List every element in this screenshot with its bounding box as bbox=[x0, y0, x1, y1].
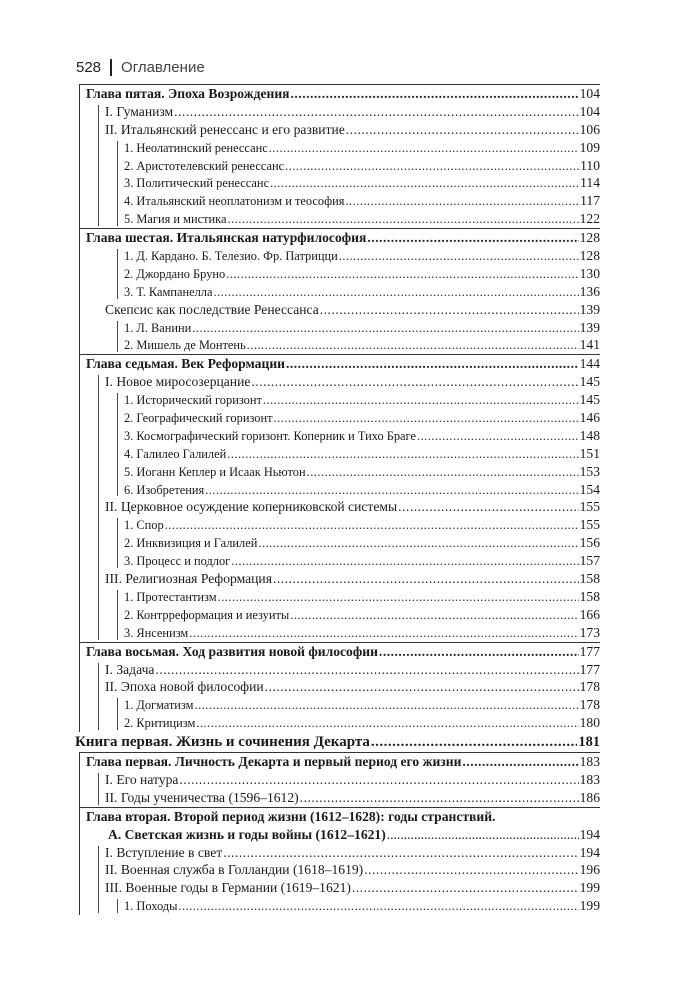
toc-subsection[interactable]: 5. Иоганн Кеплер и Исаак Ньютон ..... 153 bbox=[79, 463, 600, 481]
toc-subsection[interactable]: 1. Исторический горизонт ..... 145 bbox=[79, 391, 600, 409]
toc-subsection[interactable]: 2. Критицизм ..... 180 bbox=[79, 714, 600, 732]
toc-section[interactable]: III. Религиозная Реформация ..... 158 bbox=[79, 570, 600, 588]
subsection-group bbox=[79, 247, 600, 301]
header-title: Оглавление bbox=[121, 58, 205, 76]
toc-subsection[interactable]: 4. Итальянский неоплатонизм и теософия ..... 117 bbox=[79, 192, 600, 210]
toc-chapter-heading[interactable]: Глава седьмая. Век Реформации ..... 144 bbox=[79, 355, 600, 373]
page-number: 528 bbox=[76, 58, 102, 76]
section-group bbox=[79, 844, 600, 916]
toc-section[interactable]: I. Новое миросозерцание ..... 145 bbox=[79, 373, 600, 391]
toc-section[interactable]: I. Гуманизм ..... 104 bbox=[79, 103, 600, 121]
toc-subsection[interactable]: 3. Процесс и подлог ..... 157 bbox=[79, 552, 600, 570]
chapter-block bbox=[79, 354, 600, 641]
toc-subsection[interactable]: 1. Походы ..... 199 bbox=[79, 897, 600, 915]
toc-subsection[interactable]: 3. Т. Кампанелла ..... 136 bbox=[79, 283, 600, 301]
toc-subsection[interactable]: 1. Л. Ванини ..... 139 bbox=[79, 319, 600, 337]
toc-section[interactable]: I. Его натура ..... 183 bbox=[79, 771, 600, 789]
section-group bbox=[79, 103, 600, 228]
toc-subsection[interactable]: 4. Галилео Галилей ..... 151 bbox=[79, 445, 600, 463]
toc-chapter-heading[interactable]: Глава шестая. Итальянская натурфилософия ..... 128 bbox=[79, 229, 600, 247]
section-group bbox=[79, 373, 600, 641]
toc-subsection[interactable]: 2. Джордано Бруно ..... 130 bbox=[79, 265, 600, 283]
toc-subsection[interactable]: 1. Д. Кардано. Б. Телезио. Фр. Патрицци ..... 128 bbox=[79, 247, 600, 265]
toc-section[interactable]: Скепсис как последствие Ренессанса ..... 139 bbox=[79, 301, 600, 319]
subsection-group bbox=[79, 516, 600, 570]
chapter-block bbox=[79, 752, 600, 807]
toc-subsection[interactable]: 1. Протестантизм ..... 158 bbox=[79, 588, 600, 606]
toc-subsection[interactable]: 1. Догматизм ..... 178 bbox=[79, 696, 600, 714]
chapter-block bbox=[79, 642, 600, 732]
toc-chapter-heading[interactable]: Глава пятая. Эпоха Возрождения ..... 104 bbox=[79, 85, 600, 103]
toc-section[interactable]: I. Задача ..... 177 bbox=[79, 661, 600, 679]
chapter-block bbox=[79, 807, 600, 915]
toc-section[interactable]: II. Итальянский ренессанс и его развитие ..... 106 bbox=[79, 121, 600, 139]
table-of-contents bbox=[75, 84, 600, 915]
section-group bbox=[79, 771, 600, 807]
toc-section[interactable]: I. Вступление в свет ..... 194 bbox=[79, 844, 600, 862]
toc-subsection[interactable]: 2. Аристотелевский ренессанс ..... 110 bbox=[79, 157, 600, 175]
running-header bbox=[76, 56, 205, 78]
toc-subsection[interactable]: 3. Янсенизм ..... 173 bbox=[79, 624, 600, 642]
toc-section[interactable]: II. Эпоха новой философии ..... 178 bbox=[79, 678, 600, 696]
chapter-block bbox=[79, 84, 600, 228]
toc-chapter-heading[interactable]: Глава первая. Личность Декарта и первый период его жизни ..... 183 bbox=[79, 753, 600, 771]
toc-subsection[interactable]: 3. Политический ренессанс ..... 114 bbox=[79, 174, 600, 192]
toc-book-heading[interactable]: Книга первая. Жизнь и сочинения Декарта ..... 181 bbox=[75, 732, 600, 752]
toc-subsection[interactable]: 5. Магия и мистика ..... 122 bbox=[79, 210, 600, 228]
chapter-heading-line2: А. Светская жизнь и годы войны (1612–1621) ..... 194 bbox=[86, 826, 600, 844]
header-divider bbox=[110, 59, 112, 76]
book-block bbox=[75, 732, 600, 752]
toc-chapter-heading[interactable]: Глава восьмая. Ход развития новой философии ..... 177 bbox=[79, 643, 600, 661]
subsection-group bbox=[79, 319, 600, 355]
toc-chapter-heading-multiline[interactable] bbox=[79, 808, 600, 844]
section-group bbox=[79, 661, 600, 733]
toc-subsection[interactable]: 1. Спор ..... 155 bbox=[79, 516, 600, 534]
subsection-group bbox=[79, 588, 600, 642]
toc-section[interactable]: II. Военная служба в Голландии (1618–1619) ..... 196 bbox=[79, 861, 600, 879]
subsection-group bbox=[79, 391, 600, 498]
toc-subsection[interactable]: 2. Географический горизонт ..... 146 bbox=[79, 409, 600, 427]
subsection-group bbox=[79, 139, 600, 228]
toc-section[interactable]: II. Церковное осуждение коперниковской системы ..... 155 bbox=[79, 498, 600, 516]
toc-subsection[interactable]: 1. Неолатинский ренессанс ..... 109 bbox=[79, 139, 600, 157]
toc-subsection[interactable]: 6. Изобретения ..... 154 bbox=[79, 481, 600, 499]
subsection-group bbox=[79, 897, 600, 915]
chapter-block bbox=[79, 228, 600, 354]
toc-subsection[interactable]: 2. Инквизиция и Галилей ..... 156 bbox=[79, 534, 600, 552]
subsection-group bbox=[79, 696, 600, 732]
toc-subsection[interactable]: 2. Мишель де Монтень ..... 141 bbox=[79, 336, 600, 354]
toc-section[interactable]: III. Военные годы в Германии (1619–1621) ..... 199 bbox=[79, 879, 600, 897]
toc-subsection[interactable]: 3. Космографический горизонт. Коперник и Тихо Браге ..... 148 bbox=[79, 427, 600, 445]
toc-section[interactable]: II. Годы ученичества (1596–1612) ..... 186 bbox=[79, 789, 600, 807]
chapter-heading-line1: Глава вторая. Второй период жизни (1612–1628): годы странствий. bbox=[86, 808, 496, 824]
toc-subsection[interactable]: 2. Контрреформация и иезуиты ..... 166 bbox=[79, 606, 600, 624]
